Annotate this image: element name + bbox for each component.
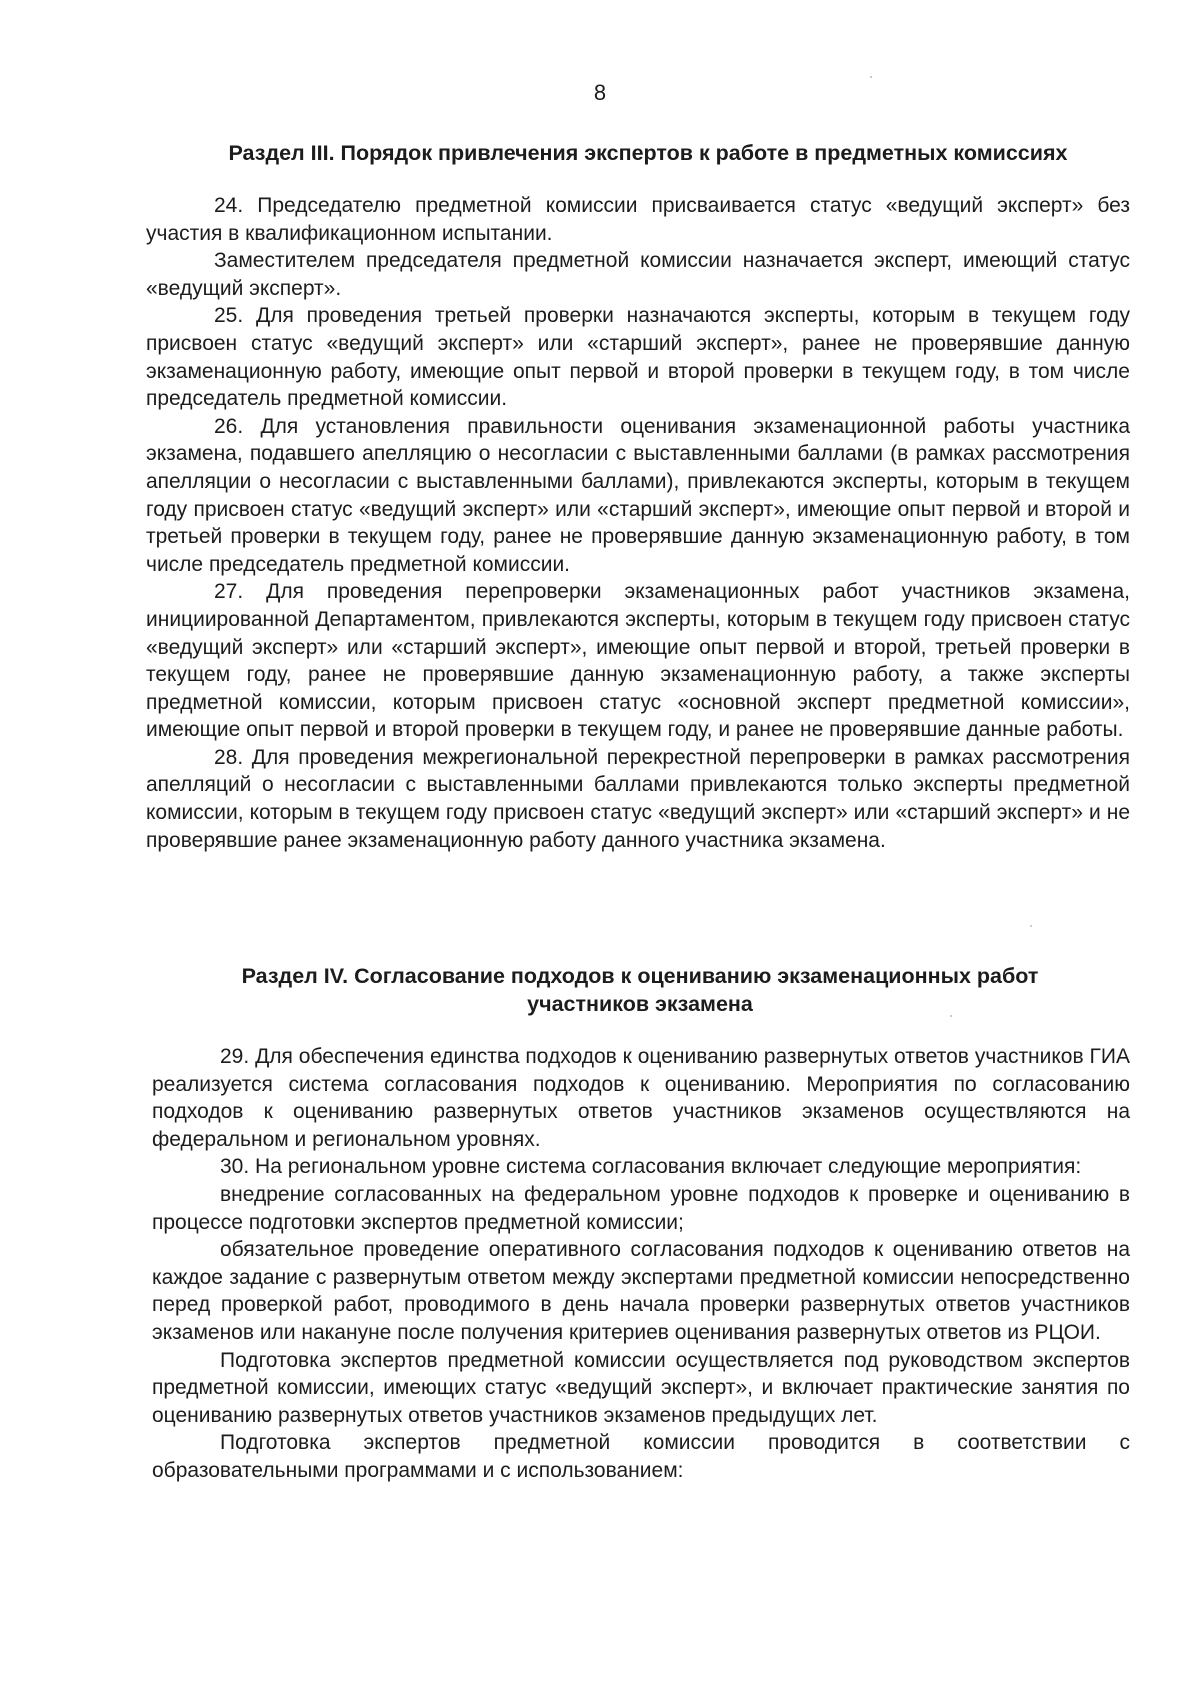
scan-speck — [1030, 925, 1032, 927]
section-3-title: Раздел III. Порядок привлечения экспертов к работе в предметных комиссиях — [228, 141, 1068, 165]
paragraph-training: Подготовка экспертов предметной комиссии осуществляется под руководством экспертов предметной комиссии, имеющих статус «ведущий эксперт», и включает практические занятия по оцениванию развернутых ответов участников экзаменов предыдущих лет. — [152, 1348, 1130, 1427]
paragraph-30-item-2: обязательное проведение оперативного согласования подходов к оцениванию ответов на каждое задание с развернутым ответом между экспертами предметной комиссии непосредственно перед проверкой работ, проводимого в день начала проверки развернутых ответов участников экзаменов или накануне после получения критериев оценивания развернутых ответов из РЦОИ. — [152, 1238, 1130, 1344]
section-4-body — [152, 1043, 1130, 1485]
scan-speck — [870, 76, 872, 78]
section-4-title — [160, 962, 1120, 1018]
paragraph-29: 29. Для обеспечения единства подходов к оцениванию развернутых ответов участников ГИА реализуется система согласования подходов к оцениванию. Мероприятия по согласованию подходов к оцениванию развернутых ответов участников экзаменов осуществляются на федеральном и региональном уровнях. — [152, 1045, 1130, 1151]
paragraph-27: 27. Для проведения перепроверки экзаменационных работ участников экзамена, инициированной Департаментом, привлекаются эксперты, которым в текущем году присвоен статус «ведущий эксперт» или «старший эксперт», имеющие опыт первой и второй, третьей проверки в текущем году, ранее не проверявшие данную экзаменационную работу, а также эксперты предметной комиссии, которым присвоен статус «основной эксперт предметной комиссии», имеющие опыт первой и второй проверки в текущем году, и ранее не проверявшие данные работы. — [146, 580, 1130, 742]
section-4-title-line-2: участников экзамена — [527, 992, 753, 1016]
scan-speck — [950, 1015, 952, 1017]
page-number: 8 — [593, 80, 607, 105]
section-3-body — [146, 192, 1130, 854]
paragraph-26: 26. Для установления правильности оценивания экзаменационной работы участника экзамена, подавшего апелляцию о несогласии с выставленными баллами (в рамках рассмотрения апелляции о несогласии с выставленными баллами), привлекаются эксперты, которым в текущем году присвоен статус «ведущий эксперт» или «старший эксперт», имеющие опыт первой и второй и третьей проверки в текущем году, ранее не проверявшие данную экзаменационную работу, в том числе председатель предметной комиссии. — [146, 414, 1130, 576]
paragraph-28: 28. Для проведения межрегиональной перекрестной перепроверки в рамках рассмотрения апелляций о несогласии с выставленными баллами привлекаются только эксперты предметной комиссии, которым в текущем году присвоен статус «ведущий эксперт» или «старший эксперт» и не проверявшие ранее экзаменационную работу данного участника экзамена. — [146, 745, 1130, 852]
paragraph-30-item-1: внедрение согласованных на федеральном уровне подходов к проверке и оцениванию в процессе подготовки экспертов предметной комиссии; — [152, 1182, 1130, 1234]
paragraph-30: 30. На региональном уровне система согласования включает следующие мероприятия: — [220, 1155, 1082, 1179]
paragraph-24-deputy: Заместителем председателя предметной комиссии назначается эксперт, имеющий статус «ведущий эксперт». — [146, 249, 1130, 300]
paragraph-25: 25. Для проведения третьей проверки назначаются эксперты, которым в текущем году присвоен статус «ведущий эксперт» или «старший эксперт», ранее не проверявшие данную экзаменационную работу, имеющие опыт первой и второй проверки в текущем году, в том числе председатель предметной комиссии. — [146, 304, 1130, 411]
paragraph-training-programs: Подготовка экспертов предметной комиссии проводится в соответствии с образовательными программами и с использованием: — [152, 1431, 1130, 1482]
paragraph-24: 24. Председателю предметной комиссии присваивается статус «ведущий эксперт» без участия в квалификационном испытании. — [146, 194, 1130, 245]
section-4-title-line-1: Раздел IV. Согласование подходов к оцениванию экзаменационных работ — [241, 964, 1039, 988]
